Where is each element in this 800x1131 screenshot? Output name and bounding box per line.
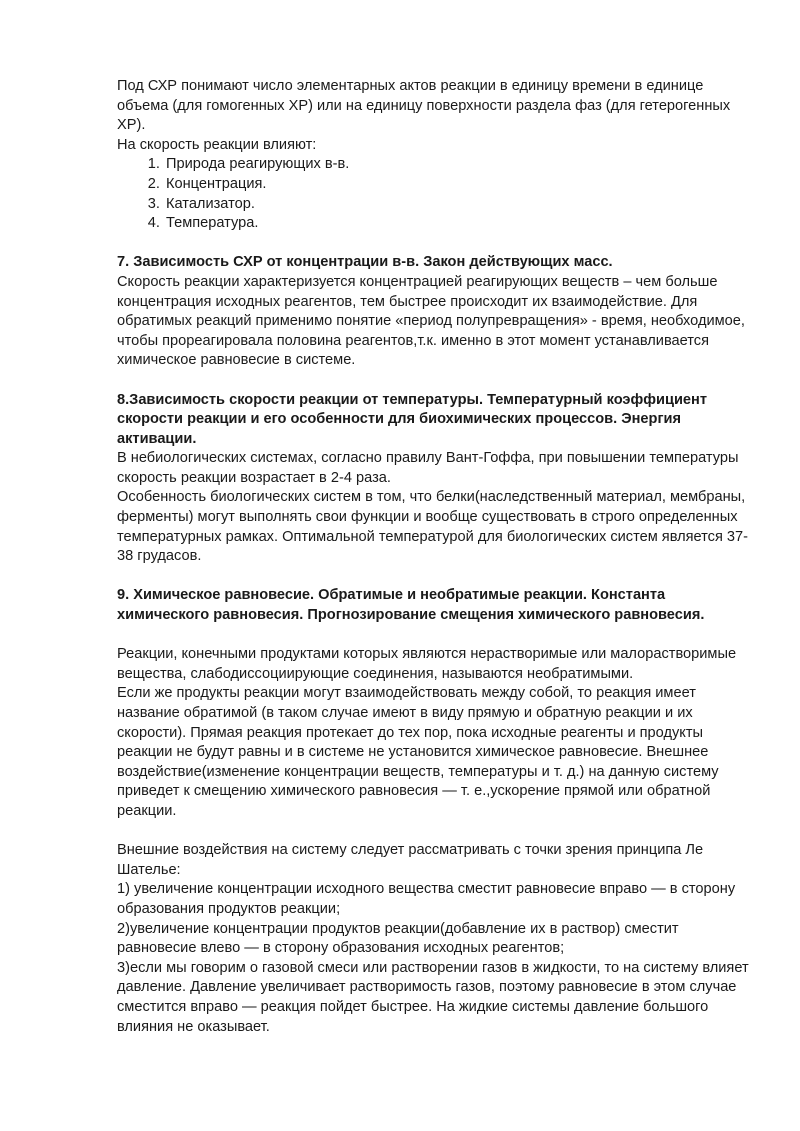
factors-list <box>117 155 757 233</box>
section-8-heading: 8.Зависимость скорости реакции от температуры. Температурный коэффициент скорости реакции и его особенности для биохимических процессов. Энергия активации. <box>117 391 708 447</box>
section-9-heading: 9. Химическое равновесие. Обратимые и необратимые реакции. Константа химического равновесия. Прогнозирование смещения химического равновесия. <box>117 587 705 624</box>
section-7-text: Скорость реакции характеризуется концентрацией реагирующих веществ – чем больше концентрация исходных реагентов, тем быстрее происходит их взаимодействие. Для обратимых реакций применимо понятие «период полупревращения» - время, необходимое, чтобы прореагировала половина реагентов,т.к. именно в этот момент устанавливается химическое равновесие в системе. <box>117 273 745 369</box>
section-9-text-3: Внешние воздействия на систему следует рассматривать с точки зрения принципа Ле Шателье: <box>117 842 704 878</box>
section-8-text-1: В небиологических системах, согласно правилу Вант-Гоффа, при повышении температуры скорость реакции возрастает в 2-4 раза. <box>117 450 739 486</box>
factors-title: На скорость реакции влияют: <box>117 136 317 153</box>
factor-item: 4. Температура. <box>164 214 757 234</box>
le-chatelier-item-1: 1) увеличение концентрации исходного вещества сместит равновесие вправо — в сторону образования продуктов реакции; <box>117 881 736 917</box>
section-8-text-2: Особенность биологических систем в том, что белки(наследственный материал, мембраны, ферменты) могут выполнять свои функции и вообще существовать в строго определенных температурных рамках. Оптимальной температурой для биологических систем является 37-38 грудасов. <box>117 489 749 565</box>
section-9-text-2: Если же продукты реакции могут взаимодействовать между собой, то реакция имеет название обратимой (в таком случае имеют в виду прямую и обратную реакции и их скорости). Прямая реакция протекает до тех пор, пока исходные реагенты и продукты реакции не будут равны и в системе не установится химическое равновесие. Внешнее воздействие(изменение концентрации веществ, температуры и т. д.) на данную систему приведет к смещению химического равновесия — т. е.,ускорение прямой или обратной реакции. <box>117 685 719 819</box>
section-9-text-1: Реакции, конечными продуктами которых являются нерастворимые или малорастворимые вещества, слабодиссоциирующие соединения, называются необратимыми. <box>117 646 737 682</box>
le-chatelier-item-3: 3)если мы говорим о газовой смеси или растворении газов в жидкости, то на систему влияет давление. Давление увеличивает растворимость газов, поэтому равновесие в этом случае сместится вправо — реакция пойдет быстрее. На жидкие системы давление большого влияния не оказывает. <box>117 959 749 1035</box>
factor-item: 2. Концентрация. <box>164 175 757 195</box>
factor-item: 3. Катализатор. <box>164 195 757 215</box>
document-page <box>117 77 757 1037</box>
le-chatelier-item-2: 2)увеличение концентрации продуктов реакции(добавление их в раствор) сместит равновесие влево — в сторону образования исходных реагентов; <box>117 920 679 957</box>
factor-item: 1. Природа реагирующих в-в. <box>164 155 757 175</box>
intro-definition: Под СХР понимают число элементарных актов реакции в единицу времени в единице объема (для гомогенных ХР) или на единицу поверхности раздела фаз (для гетерогенных ХР). <box>117 78 731 134</box>
section-7-heading: 7. Зависимость СХР от концентрации в-в. Закон действующих масс. <box>117 254 613 271</box>
